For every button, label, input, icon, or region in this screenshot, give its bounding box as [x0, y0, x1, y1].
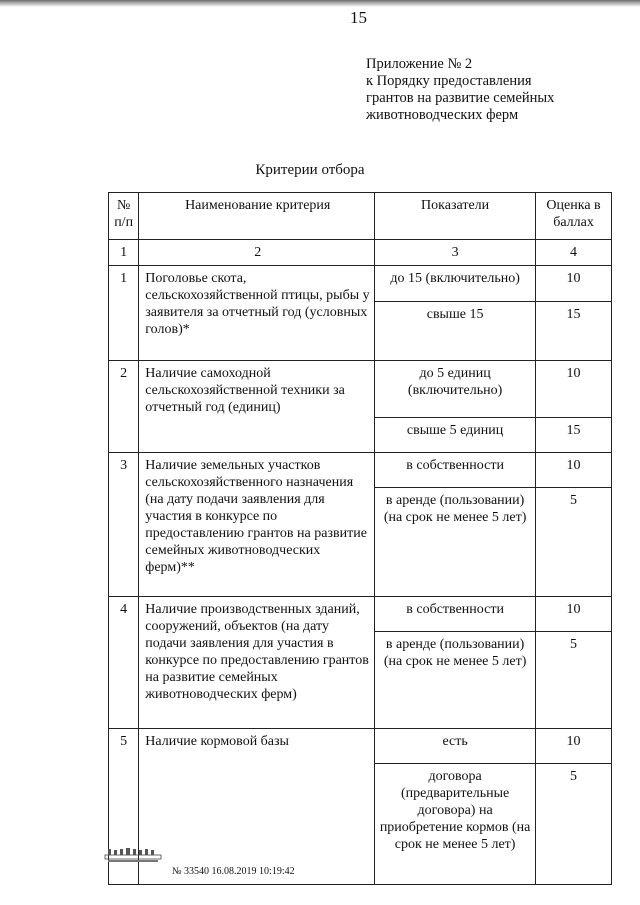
score: 5	[536, 632, 612, 729]
column-number-row	[109, 240, 612, 266]
column-number: 2	[139, 240, 375, 266]
criterion-number: 3	[109, 453, 139, 597]
criterion-number: 4	[109, 597, 139, 729]
indicator: свыше 5 единиц	[375, 418, 536, 453]
indicator: есть	[375, 729, 536, 764]
indicator: в собственности	[375, 453, 536, 488]
table-header-row	[109, 193, 612, 240]
indicator: свыше 15	[375, 302, 536, 361]
score: 10	[536, 453, 612, 488]
stamp-logo-icon	[104, 846, 162, 864]
appendix-line-2: к Порядку предоставления	[366, 73, 532, 89]
score: 10	[536, 729, 612, 764]
criterion-number: 2	[109, 361, 139, 453]
criterion-number: 1	[109, 266, 139, 361]
criterion-name: Наличие производственных зданий, сооружений, объектов (на дату подачи заявления для участия в конкурсе по предоставлению грантов на развитие семейных животноводческих ферм)	[139, 597, 375, 729]
header-num: № п/п	[109, 193, 139, 240]
table-row	[109, 453, 612, 488]
indicator: до 5 единиц (включительно)	[375, 361, 536, 418]
criterion-number: 5	[109, 729, 139, 885]
scan-edge	[0, 0, 640, 8]
score: 15	[536, 418, 612, 453]
indicator: в собственности	[375, 597, 536, 632]
indicator: в аренде (пользовании) (на срок не менее 5 лет)	[375, 488, 536, 597]
appendix-line-3: грантов на развитие семейных	[366, 90, 555, 106]
score: 15	[536, 302, 612, 361]
indicator: до 15 (включительно)	[375, 266, 536, 302]
indicator: договора (предварительные договора) на приобретение кормов (на срок не менее 5 лет)	[375, 764, 536, 885]
table-row	[109, 597, 612, 632]
page-number: 15	[350, 8, 367, 27]
column-number: 4	[536, 240, 612, 266]
stamp-text: № 33540 16.08.2019 10:19:42	[172, 866, 295, 877]
document-title-text: Критерии отбора	[255, 162, 365, 178]
appendix-line-4: животноводческих ферм	[366, 107, 519, 123]
criteria-table	[108, 192, 612, 885]
table-row	[109, 361, 612, 418]
score: 10	[536, 597, 612, 632]
document-title	[0, 162, 640, 179]
criterion-name: Наличие самоходной сельскохозяйственной техники за отчетный год (единиц)	[139, 361, 375, 453]
header-indicators: Показатели	[375, 193, 536, 240]
appendix-line-1: Приложение № 2	[366, 56, 473, 72]
table-row	[109, 729, 612, 764]
score: 5	[536, 764, 612, 885]
score: 10	[536, 361, 612, 418]
header-score: Оценка в баллах	[536, 193, 612, 240]
score: 5	[536, 488, 612, 597]
table-row	[109, 266, 612, 302]
header-name: Наименование критерия	[139, 193, 375, 240]
appendix-header	[366, 56, 554, 124]
column-number: 3	[375, 240, 536, 266]
criterion-name: Поголовье скота, сельскохозяйственной птицы, рыбы у заявителя за отчетный год (условных голов)*	[139, 266, 375, 361]
indicator: в аренде (пользовании) (на срок не менее 5 лет)	[375, 632, 536, 729]
criterion-name: Наличие земельных участков сельскохозяйственного назначения (на дату подачи заявления для участия в конкурсе по предоставлению грантов на развитие семейных животноводческих ферм)**	[139, 453, 375, 597]
score: 10	[536, 266, 612, 302]
criterion-name: Наличие кормовой базы	[139, 729, 375, 885]
column-number: 1	[109, 240, 139, 266]
